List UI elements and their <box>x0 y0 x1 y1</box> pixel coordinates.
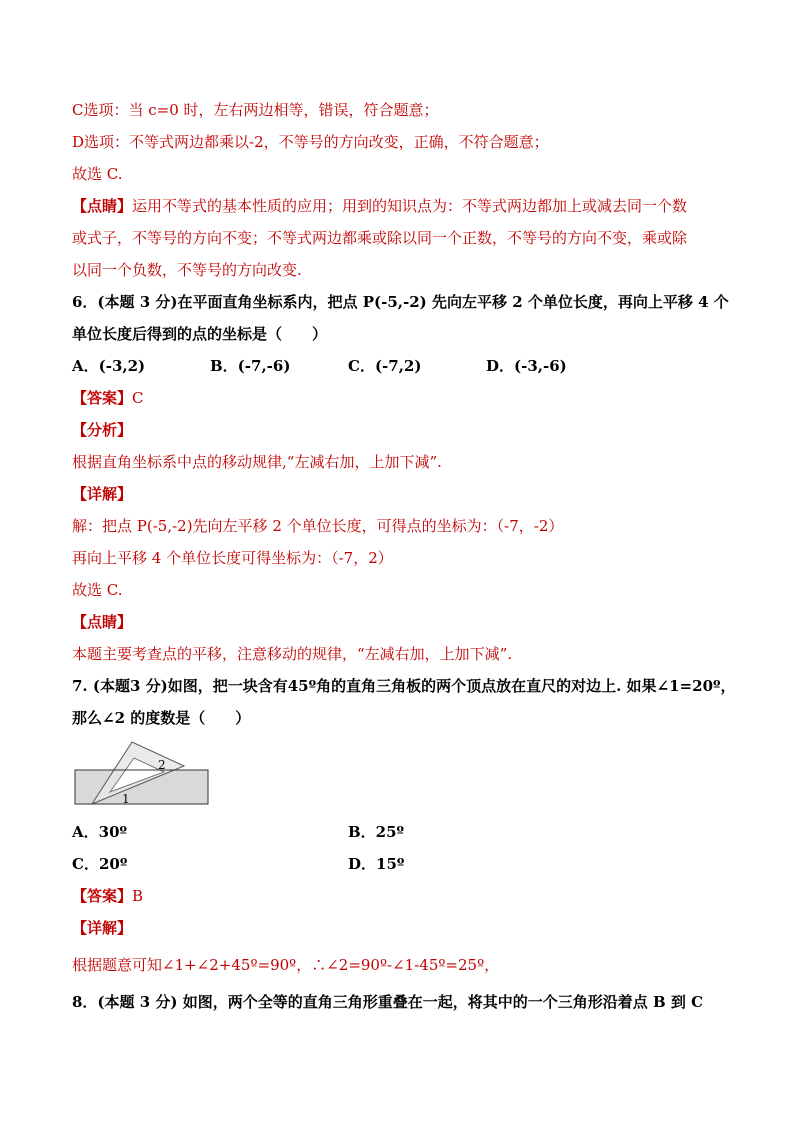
q5-comment-line-1 <box>72 196 734 216</box>
q7-answer-value: B <box>132 887 144 905</box>
q6-comment-tag: 【点睛】 <box>72 613 133 631</box>
q6-analysis-tag: 【分析】 <box>72 421 133 439</box>
q7-option-b: B．25º <box>348 823 405 841</box>
q6-comment: 本题主要考查点的平移，注意移动的规律，“左减右加，上加下减”. <box>72 645 513 663</box>
angle-1-label: 1 <box>122 792 130 806</box>
q7-answer-tag: 【答案】 <box>72 887 133 905</box>
q5-c-option: C选项：当 c=0 时，左右两边相等，错误，符合题意； <box>72 101 439 119</box>
q7-stem-line-1: 7. (本题3 分)如图，把一块含有45º角的直角三角板的两个顶点放在直尺的对边上. 如果∠1=20º， <box>72 677 736 695</box>
q6-option-c: C．(-7,2) <box>348 357 422 375</box>
q6-answer-value: C <box>132 389 144 407</box>
q7-detail-tag: 【详解】 <box>72 919 133 937</box>
q6-analysis: 根据直角坐标系中点的移动规律,“左减右加，上加下减”. <box>72 453 442 471</box>
q7-detail: 根据题意可知∠1+∠2+45º=90º，∴∠2=90º-∠1-45º=25º， <box>72 956 500 974</box>
q5-comment-tag: 【点睛】 <box>72 197 133 215</box>
q7-option-a: A．30º <box>72 823 128 841</box>
q5-comment-line-3: 以同一个负数，不等号的方向改变. <box>72 261 302 279</box>
q6-stem-line-1: 6．(本题 3 分)在平面直角坐标系内，把点 P(-5,-2) 先向左平移 2 个单位长度，再向上平移 4 个 <box>72 293 729 311</box>
q7-option-c: C．20º <box>72 855 128 873</box>
q8-stem-line-1: 8．(本题 3 分) 如图，两个全等的直角三角形重叠在一起，将其中的一个三角形沿着点 B 到 C <box>72 993 704 1011</box>
q5-d-option: D选项：不等式两边都乘以-2，不等号的方向改变，正确，不符合题意； <box>72 133 549 151</box>
q6-option-a: A．(-3,2) <box>72 357 146 375</box>
q6-answer-tag: 【答案】 <box>72 389 133 407</box>
q5-comment-line-2: 或式子，不等号的方向不变；不等式两边都乘或除以同一个正数，不等号的方向不变，乘或除 <box>72 229 688 247</box>
q6-detail-tag: 【详解】 <box>72 485 133 503</box>
angle-2-label: 2 <box>158 758 166 772</box>
q7-answer <box>72 886 734 906</box>
q6-option-b: B．(-7,-6) <box>210 357 291 375</box>
ruler-triangle-diagram <box>72 738 212 810</box>
q7-stem-line-2: 那么∠2 的度数是（ ） <box>72 709 251 727</box>
q6-detail-line-2: 再向上平移 4 个单位长度可得坐标为：（-7，2） <box>72 549 393 567</box>
q5-comment-text-1: 运用不等式的基本性质的应用；用到的知识点为：不等式两边都加上或减去同一个数 <box>132 197 688 215</box>
q6-detail-line-1: 解：把点 P(-5,-2)先向左平移 2 个单位长度，可得点的坐标为：（-7，-2） <box>72 517 564 535</box>
q6-choice: 故选 C. <box>72 581 123 599</box>
q6-stem-line-2: 单位长度后得到的点的坐标是（ ） <box>72 325 328 343</box>
q6-option-d: D．(-3,-6) <box>486 357 567 375</box>
q5-choice: 故选 C. <box>72 165 123 183</box>
q6-answer <box>72 388 734 408</box>
ruler-triangle-figure <box>72 738 212 814</box>
q7-option-d: D．15º <box>348 855 405 873</box>
